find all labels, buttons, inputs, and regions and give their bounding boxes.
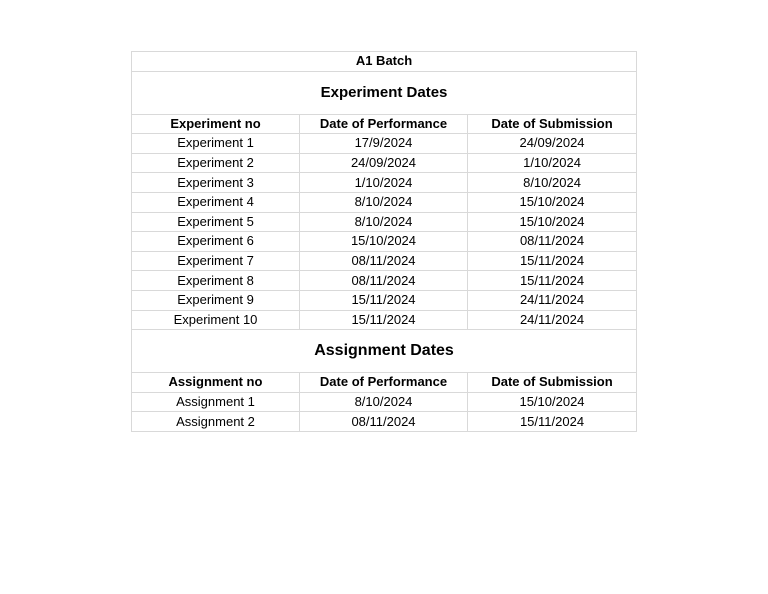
table-row — [132, 310, 637, 330]
experiment-no-cell: Experiment 4 — [132, 192, 300, 212]
table-row — [132, 251, 637, 271]
experiment-no-cell: Experiment 6 — [132, 232, 300, 252]
experiment-no-cell: Experiment 1 — [132, 134, 300, 154]
submission-date-cell: 8/10/2024 — [468, 173, 637, 193]
performance-date-cell: 15/11/2024 — [300, 290, 468, 310]
experiment-section-title: Experiment Dates — [132, 71, 637, 114]
assignment-no-cell: Assignment 1 — [132, 392, 300, 412]
experiment-header-row — [132, 114, 637, 134]
batch-title: A1 Batch — [132, 52, 637, 72]
table-row — [132, 412, 637, 432]
submission-date-cell: 15/11/2024 — [468, 412, 637, 432]
submission-date-cell: 24/09/2024 — [468, 134, 637, 154]
submission-date-cell: 15/11/2024 — [468, 251, 637, 271]
submission-date-cell: 15/10/2024 — [468, 192, 637, 212]
column-header: Experiment no — [132, 114, 300, 134]
table-row — [132, 212, 637, 232]
experiment-section-row — [132, 71, 637, 114]
column-header: Date of Submission — [468, 114, 637, 134]
experiment-no-cell: Experiment 7 — [132, 251, 300, 271]
table-row — [132, 232, 637, 252]
column-header: Date of Performance — [300, 114, 468, 134]
submission-date-cell: 15/10/2024 — [468, 212, 637, 232]
experiment-no-cell: Experiment 2 — [132, 153, 300, 173]
performance-date-cell: 8/10/2024 — [300, 192, 468, 212]
column-header: Date of Performance — [300, 373, 468, 393]
performance-date-cell: 08/11/2024 — [300, 412, 468, 432]
table-row — [132, 173, 637, 193]
submission-date-cell: 24/11/2024 — [468, 310, 637, 330]
table-row — [132, 290, 637, 310]
performance-date-cell: 15/10/2024 — [300, 232, 468, 252]
experiment-no-cell: Experiment 8 — [132, 271, 300, 291]
performance-date-cell: 15/11/2024 — [300, 310, 468, 330]
assignment-header-row — [132, 373, 637, 393]
performance-date-cell: 24/09/2024 — [300, 153, 468, 173]
column-header: Assignment no — [132, 373, 300, 393]
batch-title-row — [132, 52, 637, 72]
submission-date-cell: 08/11/2024 — [468, 232, 637, 252]
performance-date-cell: 1/10/2024 — [300, 173, 468, 193]
table-row — [132, 392, 637, 412]
experiment-no-cell: Experiment 5 — [132, 212, 300, 232]
experiment-no-cell: Experiment 3 — [132, 173, 300, 193]
table-row — [132, 192, 637, 212]
performance-date-cell: 8/10/2024 — [300, 212, 468, 232]
assignment-section-title: Assignment Dates — [132, 330, 637, 373]
submission-date-cell: 24/11/2024 — [468, 290, 637, 310]
performance-date-cell: 08/11/2024 — [300, 271, 468, 291]
column-header: Date of Submission — [468, 373, 637, 393]
performance-date-cell: 8/10/2024 — [300, 392, 468, 412]
submission-date-cell: 15/10/2024 — [468, 392, 637, 412]
submission-date-cell: 1/10/2024 — [468, 153, 637, 173]
performance-date-cell: 17/9/2024 — [300, 134, 468, 154]
assignment-no-cell: Assignment 2 — [132, 412, 300, 432]
table-row — [132, 134, 637, 154]
assignment-section-row — [132, 330, 637, 373]
submission-date-cell: 15/11/2024 — [468, 271, 637, 291]
table-row — [132, 153, 637, 173]
table-row — [132, 271, 637, 291]
performance-date-cell: 08/11/2024 — [300, 251, 468, 271]
experiment-no-cell: Experiment 10 — [132, 310, 300, 330]
schedule-sheet — [131, 51, 637, 432]
experiment-no-cell: Experiment 9 — [132, 290, 300, 310]
